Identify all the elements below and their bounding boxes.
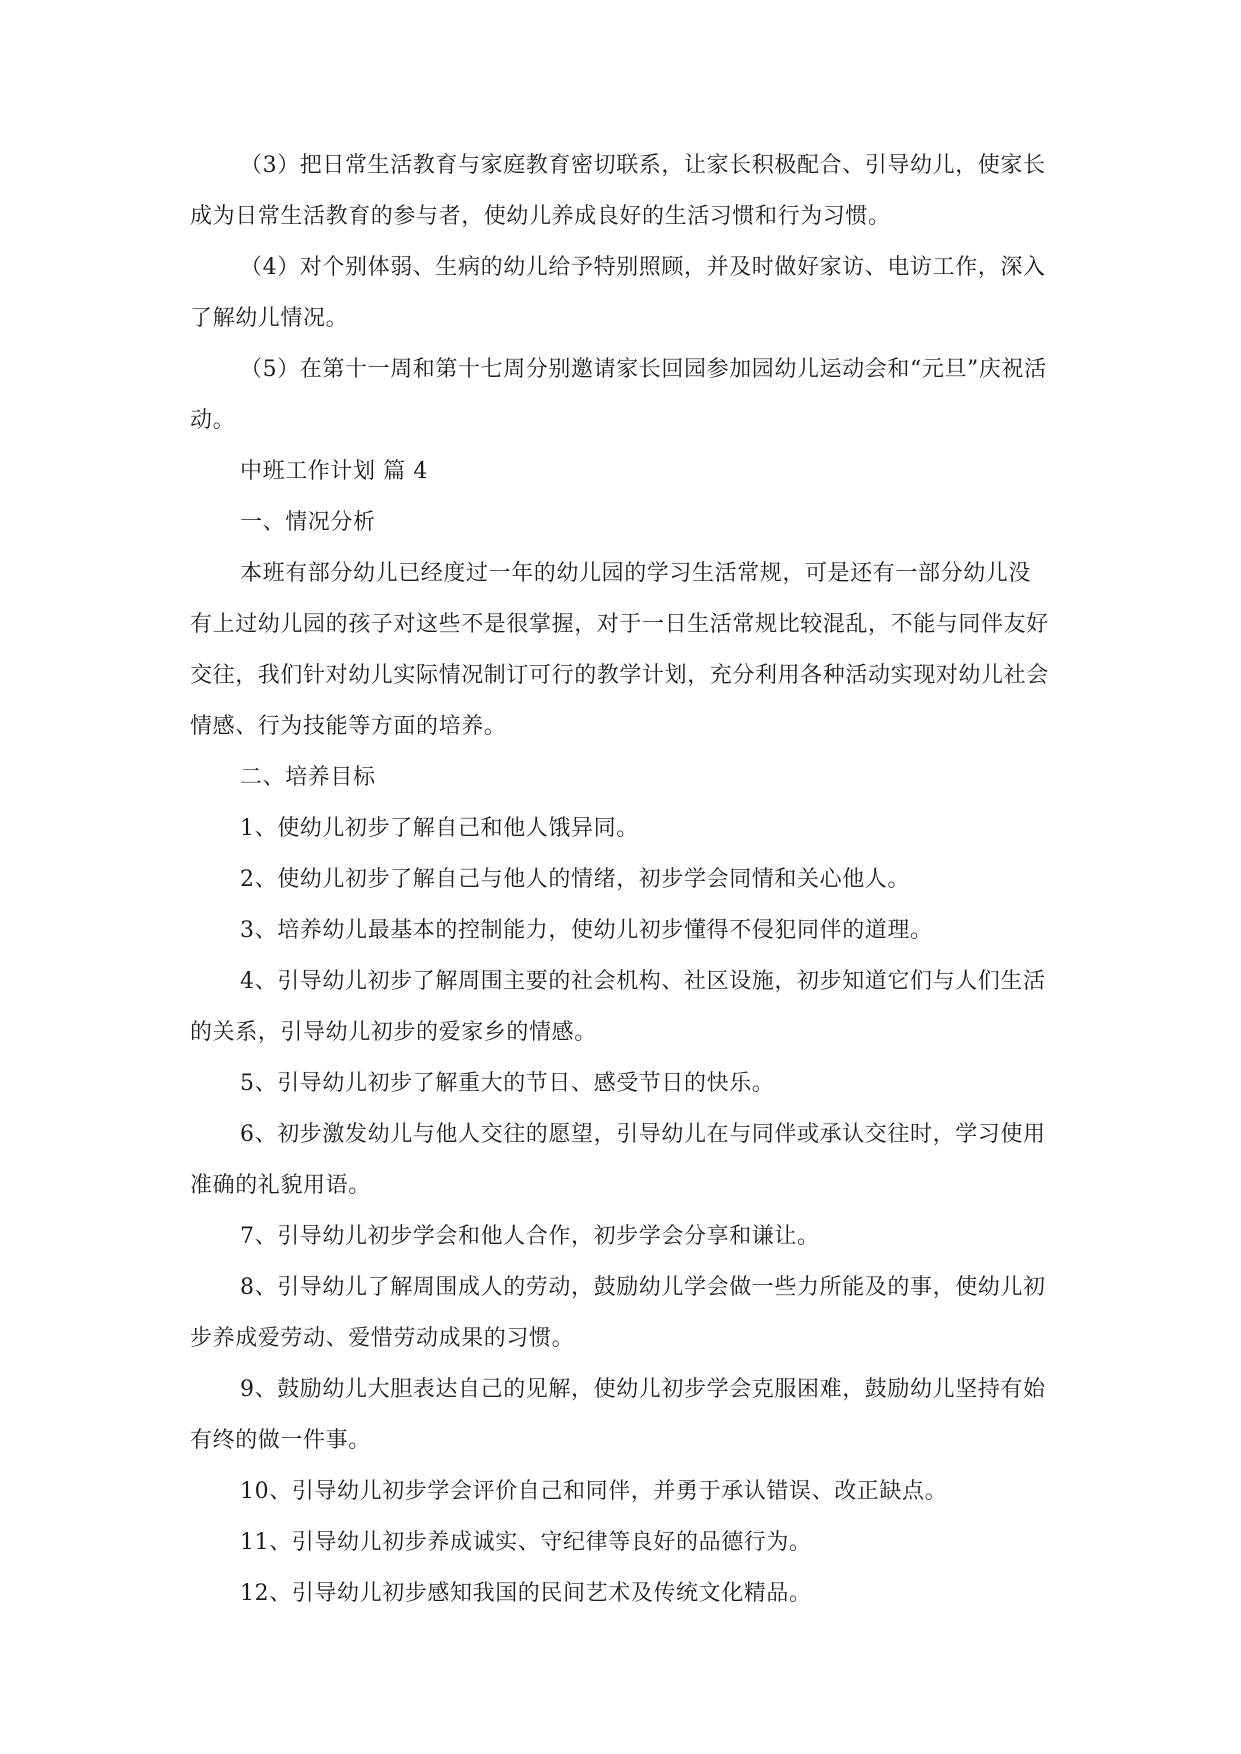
section-title: 中班工作计划 篇 4 — [240, 459, 428, 484]
paragraph-item-5-parent-events: （5）在第十一周和第十七周分别邀请家长回园参加园幼儿运动会和“元旦”庆祝活动。 — [190, 357, 1047, 433]
paragraph-situation-analysis: 本班有部分幼儿已经度过一年的幼儿园的学习生活常规，可是还有一部分幼儿没有上过幼儿园的孩子对这些不是很掌握，对于一日生活常规比较混乱，不能与同伴友好交往，我们针对幼儿实际情况制订可行的教学计划，充分利用各种活动实现对幼儿社会情感、行为技能等方面的培养。 — [190, 561, 1049, 739]
paragraph-item-3-home-education: （3）把日常生活教育与家庭教育密切联系，让家长积极配合、引导幼儿，使家长成为日常生活教育的参与者，使幼儿养成良好的生活习惯和行为习惯。 — [190, 153, 1046, 229]
goal-item-2: 2、使幼儿初步了解自己与他人的情绪，初步学会同情和关心他人。 — [240, 867, 910, 892]
goal-item-5: 5、引导幼儿初步了解重大的节日、感受节日的快乐。 — [240, 1071, 775, 1096]
heading-situation-analysis: 一、情况分析 — [240, 510, 376, 535]
heading-training-goals: 二、培养目标 — [240, 765, 376, 790]
goal-item-3: 3、培养幼儿最基本的控制能力，使幼儿初步懂得不侵犯同伴的道理。 — [240, 918, 933, 943]
goal-item-4: 4、引导幼儿初步了解周围主要的社会机构、社区设施，初步知道它们与人们生活的关系，引导幼儿初步的爱家乡的情感。 — [190, 969, 1046, 1045]
goal-item-6: 6、初步激发幼儿与他人交往的愿望，引导幼儿在与同伴或承认交往时，学习使用准确的礼貌用语。 — [190, 1122, 1046, 1198]
goal-item-1: 1、使幼儿初步了解自己和他人饿异同。 — [240, 816, 639, 841]
goal-item-7: 7、引导幼儿初步学会和他人合作，初步学会分享和谦让。 — [240, 1224, 820, 1249]
document-body — [190, 140, 1050, 1619]
goal-item-10: 10、引导幼儿初步学会评价自己和同伴，并勇于承认错误、改正缺点。 — [240, 1479, 948, 1504]
goal-item-12: 12、引导幼儿初步感知我国的民间艺术及传统文化精品。 — [240, 1581, 812, 1606]
goal-item-11: 11、引导幼儿初步养成诚实、守纪律等良好的品德行为。 — [240, 1530, 812, 1555]
goal-item-9: 9、鼓励幼儿大胆表达自己的见解，使幼儿初步学会克服困难，鼓励幼儿坚持有始有终的做一件事。 — [190, 1377, 1046, 1453]
goal-item-8: 8、引导幼儿了解周围成人的劳动，鼓励幼儿学会做一些力所能及的事，使幼儿初步养成爱劳动、爱惜劳动成果的习惯。 — [190, 1275, 1046, 1351]
paragraph-item-4-special-care: （4）对个别体弱、生病的幼儿给予特别照顾，并及时做好家访、电访工作，深入了解幼儿情况。 — [190, 255, 1046, 331]
